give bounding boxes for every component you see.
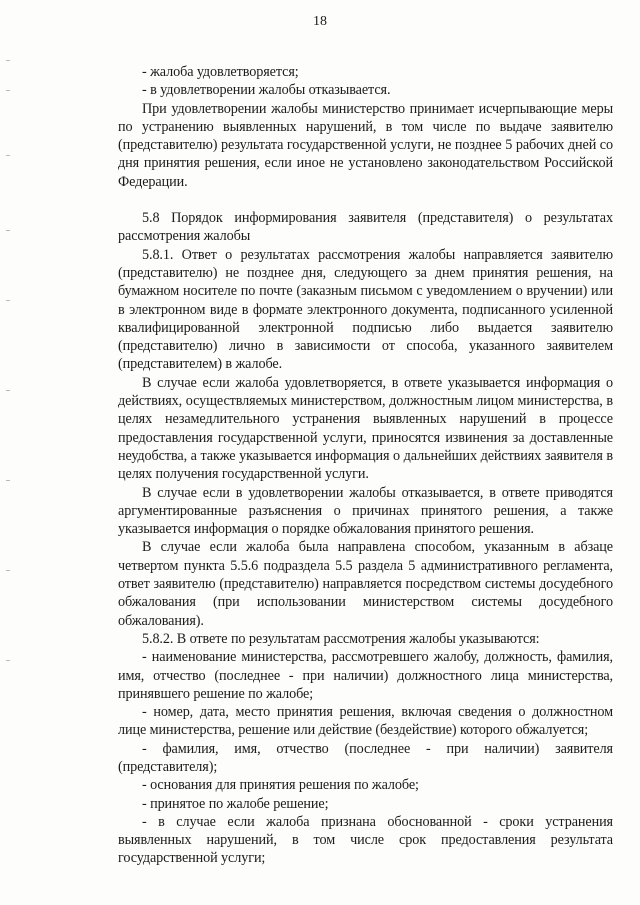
paragraph-5-8-2: 5.8.2. В ответе по результатам рассмотрения жалобы указываются: [142, 630, 540, 647]
page-number: 18 [313, 14, 327, 29]
paragraph-complaint-satisfied: В случае если жалоба удовлетворяется, в ответе указывается информация о действиях, осуществляемых министерством, должностным лицом министерства, в целях незамедлительного устранения выявленных нарушений в процессе предоставления государственной услуги, приносятся извинения за доставленные неудобства, а также указывается информация о дальнейших действиях заявителя в целях получения государственной услуги. [118, 374, 613, 483]
list-item-decision-grounds: - основания для принятия решения по жалобе; [142, 777, 419, 794]
paragraph-complaint-refused: В случае если в удовлетворении жалобы отказывается, в ответе приводятся аргументированные разъяснения о причинах принятого решения, а также указывается информация о порядке обжалования принятого решения. [118, 484, 613, 538]
paragraph-5-8-1: 5.8.1. Ответ о результатах рассмотрения жалобы направляется заявителю (представителю) не позднее дня, следующего за днем принятия решения, на бумажном носителе по почте (заказным письмом с уведомлением о вручении) или в электронном виде в формате электронного документа, подписанного усиленной квалифицированной электронной подписью либо выдается заявителю (представителю) лично в зависимости от способа, указанного заявителем (представителем) в жалобе. [118, 246, 613, 373]
document-body [118, 63, 613, 868]
list-item-applicant-name: - фамилия, имя, отчество (последнее - при наличии) заявителя (представителя); [118, 740, 613, 775]
paragraph-satisfaction-measures: При удовлетворении жалобы министерство принимает исчерпывающие меры по устранению выявленных нарушений, в том числе по выдаче заявителю (представителю) результата государственной услуги, не позднее 5 рабочих дней со дня принятия решения, если иное не установлено законодательством Российской Федерации. [118, 100, 613, 190]
list-item-refused: - в удовлетворении жалобы отказывается. [142, 82, 391, 99]
list-item-decision-taken: - принятое по жалобе решение; [142, 795, 329, 812]
list-item-remedy-deadlines: - в случае если жалоба признана обоснованной - сроки устранения выявленных нарушений, в том числе срок предоставления результата государственной услуги; [118, 813, 613, 867]
list-item-decision-details: - номер, дата, место принятия решения, включая сведения о должностном лице министерства, решение или действие (бездействие) которого обжалуется; [118, 704, 613, 739]
paragraph-pretrial-system: В случае если жалоба была направлена способом, указанным в абзаце четвертом пункта 5.5.6 подраздела 5.5 раздела 5 административного регламента, ответ заявителю (представителю) направляется посредством системы досудебного обжалования (при использовании министерством системы досудебного обжалования). [118, 539, 613, 629]
scan-margin-marks [6, 60, 12, 760]
section-heading-5-8: 5.8 Порядок информирования заявителя (представителя) о результатах рассмотрения жалобы [118, 210, 613, 245]
list-item-satisfied: - жалоба удовлетворяется; [142, 64, 299, 80]
list-item-ministry-name: - наименование министерства, рассмотревшего жалобу, должность, фамилия, имя, отчество (последнее - при наличии) должностного лица министерства, принявшего решение по жалобе; [118, 649, 613, 702]
